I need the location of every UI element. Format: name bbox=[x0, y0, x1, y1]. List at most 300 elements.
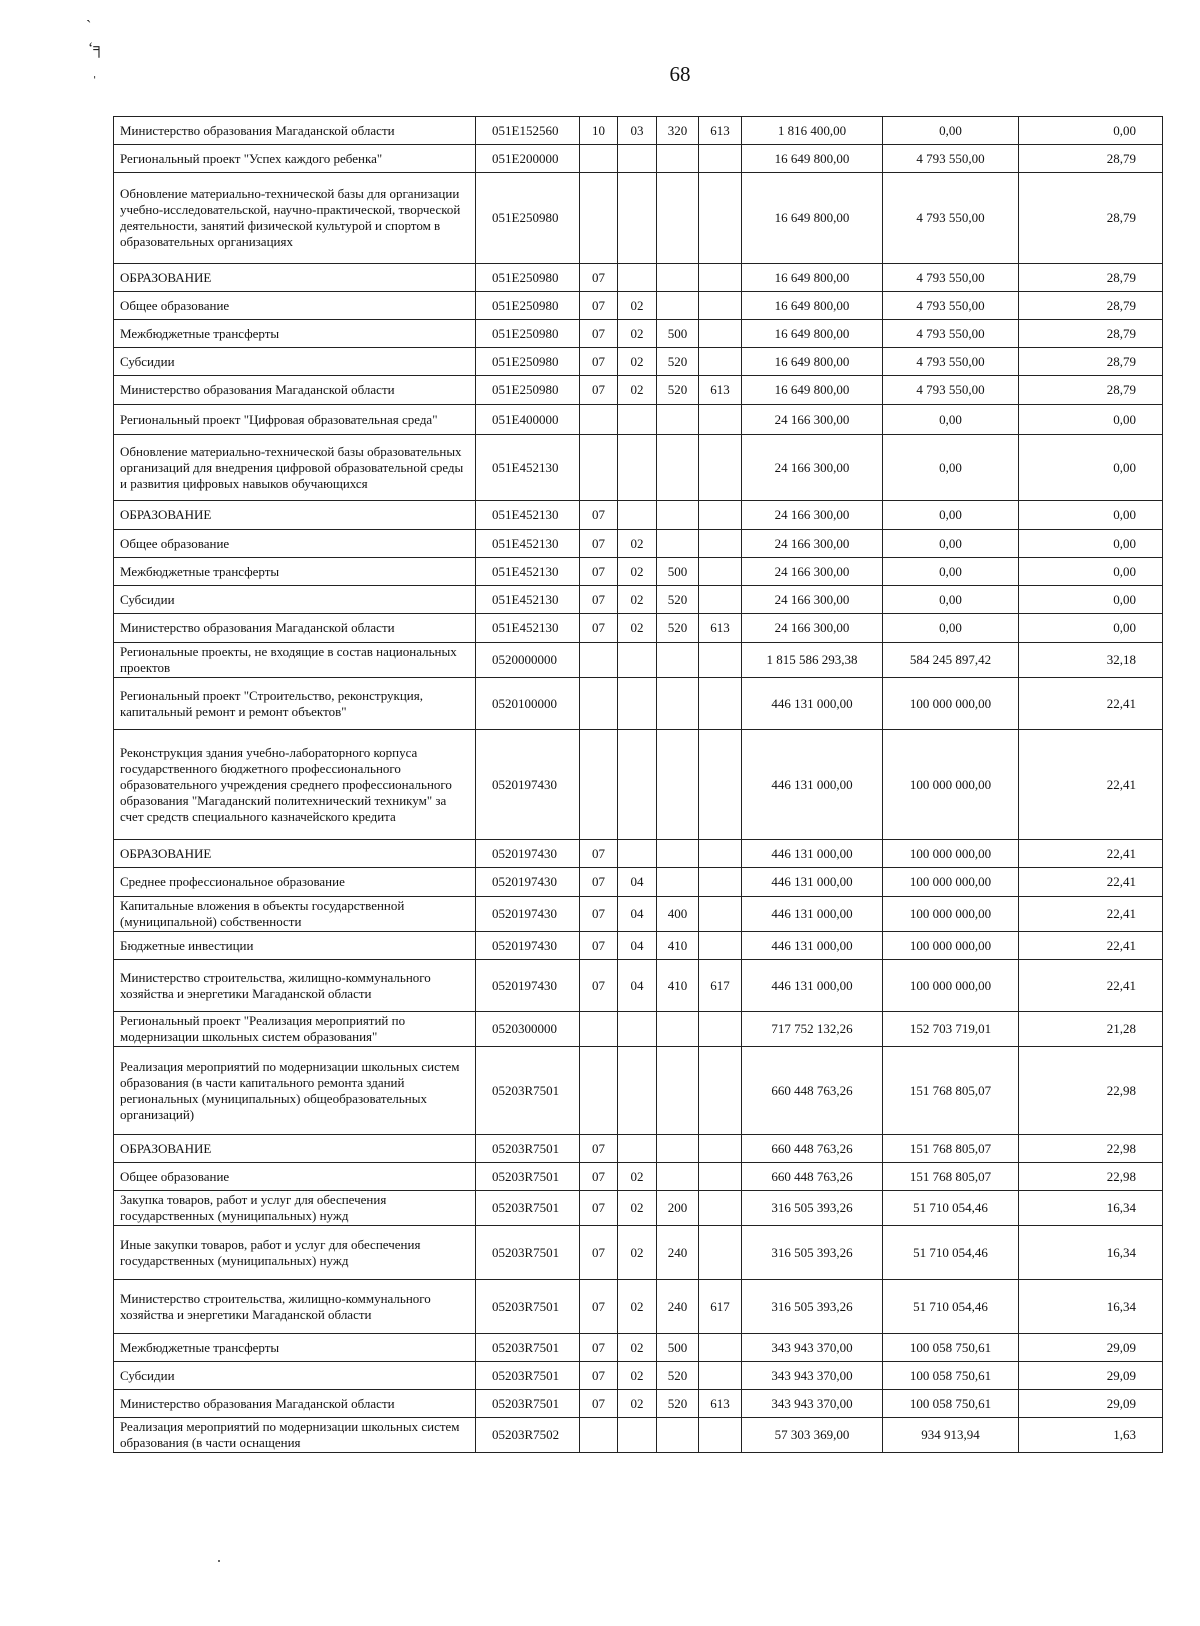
expense-type-cell: 240 bbox=[657, 1280, 699, 1334]
table-row bbox=[114, 1362, 1163, 1390]
administrator-code-cell bbox=[699, 501, 742, 530]
execution-percent-cell: 0,00 bbox=[1019, 614, 1163, 643]
planned-amount-cell: 446 131 000,00 bbox=[742, 960, 883, 1012]
actual-amount-cell: 4 793 550,00 bbox=[883, 320, 1019, 348]
expense-type-cell: 520 bbox=[657, 1390, 699, 1418]
table-row bbox=[114, 117, 1163, 145]
row-name-cell: Реконструкция здания учебно-лабораторного корпуса государственного бюджетного профессионального образовательного учреждения среднего профессионального образования "Магаданский политехнический техникум" за счет средств специального казначейского кредита bbox=[114, 730, 476, 840]
target-code-cell: 051E452130 bbox=[476, 435, 580, 501]
planned-amount-cell: 24 166 300,00 bbox=[742, 558, 883, 586]
planned-amount-cell: 316 505 393,26 bbox=[742, 1226, 883, 1280]
table-row bbox=[114, 932, 1163, 960]
execution-percent-cell: 22,41 bbox=[1019, 730, 1163, 840]
table-row bbox=[114, 1163, 1163, 1191]
target-code-cell: 051E250980 bbox=[476, 292, 580, 320]
expense-type-cell bbox=[657, 292, 699, 320]
section-code-cell: 07 bbox=[580, 932, 618, 960]
planned-amount-cell: 16 649 800,00 bbox=[742, 376, 883, 405]
actual-amount-cell: 100 000 000,00 bbox=[883, 960, 1019, 1012]
table-body bbox=[114, 117, 1163, 1453]
subsection-code-cell: 02 bbox=[618, 558, 657, 586]
expense-type-cell: 320 bbox=[657, 117, 699, 145]
target-code-cell: 051E250980 bbox=[476, 320, 580, 348]
table-row bbox=[114, 960, 1163, 1012]
table-row bbox=[114, 1135, 1163, 1163]
administrator-code-cell bbox=[699, 730, 742, 840]
subsection-code-cell: 02 bbox=[618, 1334, 657, 1362]
row-name-cell: Межбюджетные трансферты bbox=[114, 558, 476, 586]
planned-amount-cell: 16 649 800,00 bbox=[742, 173, 883, 264]
administrator-code-cell bbox=[699, 586, 742, 614]
expense-type-cell: 410 bbox=[657, 932, 699, 960]
actual-amount-cell: 0,00 bbox=[883, 501, 1019, 530]
subsection-code-cell bbox=[618, 435, 657, 501]
expense-type-cell: 500 bbox=[657, 558, 699, 586]
execution-percent-cell: 22,98 bbox=[1019, 1135, 1163, 1163]
table-row bbox=[114, 868, 1163, 897]
planned-amount-cell: 24 166 300,00 bbox=[742, 586, 883, 614]
row-name-cell: ОБРАЗОВАНИЕ bbox=[114, 1135, 476, 1163]
section-code-cell: 07 bbox=[580, 348, 618, 376]
target-code-cell: 05203R7501 bbox=[476, 1334, 580, 1362]
planned-amount-cell: 24 166 300,00 bbox=[742, 530, 883, 558]
execution-percent-cell: 0,00 bbox=[1019, 586, 1163, 614]
target-code-cell: 051E200000 bbox=[476, 145, 580, 173]
actual-amount-cell: 100 000 000,00 bbox=[883, 730, 1019, 840]
subsection-code-cell bbox=[618, 1418, 657, 1453]
actual-amount-cell: 151 768 805,07 bbox=[883, 1135, 1019, 1163]
section-code-cell: 07 bbox=[580, 1135, 618, 1163]
section-code-cell: 07 bbox=[580, 1226, 618, 1280]
execution-percent-cell: 22,98 bbox=[1019, 1163, 1163, 1191]
expense-type-cell: 520 bbox=[657, 348, 699, 376]
planned-amount-cell: 446 131 000,00 bbox=[742, 730, 883, 840]
execution-percent-cell: 22,41 bbox=[1019, 897, 1163, 932]
table-row bbox=[114, 1191, 1163, 1226]
execution-percent-cell: 22,41 bbox=[1019, 932, 1163, 960]
execution-percent-cell: 0,00 bbox=[1019, 405, 1163, 435]
section-code-cell bbox=[580, 1418, 618, 1453]
actual-amount-cell: 0,00 bbox=[883, 117, 1019, 145]
actual-amount-cell: 51 710 054,46 bbox=[883, 1226, 1019, 1280]
table-row bbox=[114, 897, 1163, 932]
administrator-code-cell bbox=[699, 897, 742, 932]
administrator-code-cell: 617 bbox=[699, 1280, 742, 1334]
row-name-cell: Региональные проекты, не входящие в состав национальных проектов bbox=[114, 643, 476, 678]
row-name-cell: Реализация мероприятий по модернизации школьных систем образования (в части капитального ремонта зданий региональных (муниципальных) общеобразовательных организаций) bbox=[114, 1047, 476, 1135]
subsection-code-cell: 02 bbox=[618, 586, 657, 614]
execution-percent-cell: 22,41 bbox=[1019, 868, 1163, 897]
planned-amount-cell: 343 943 370,00 bbox=[742, 1390, 883, 1418]
row-name-cell: Общее образование bbox=[114, 292, 476, 320]
target-code-cell: 05203R7501 bbox=[476, 1226, 580, 1280]
section-code-cell bbox=[580, 1012, 618, 1047]
administrator-code-cell bbox=[699, 1163, 742, 1191]
row-name-cell: Межбюджетные трансферты bbox=[114, 320, 476, 348]
administrator-code-cell bbox=[699, 1334, 742, 1362]
planned-amount-cell: 24 166 300,00 bbox=[742, 405, 883, 435]
actual-amount-cell: 0,00 bbox=[883, 586, 1019, 614]
planned-amount-cell: 16 649 800,00 bbox=[742, 292, 883, 320]
section-code-cell bbox=[580, 643, 618, 678]
row-name-cell: Бюджетные инвестиции bbox=[114, 932, 476, 960]
administrator-code-cell: 613 bbox=[699, 376, 742, 405]
row-name-cell: Региональный проект "Реализация мероприятий по модернизации школьных систем образования" bbox=[114, 1012, 476, 1047]
subsection-code-cell bbox=[618, 1135, 657, 1163]
table-row bbox=[114, 405, 1163, 435]
table-row bbox=[114, 145, 1163, 173]
actual-amount-cell: 151 768 805,07 bbox=[883, 1163, 1019, 1191]
actual-amount-cell: 51 710 054,46 bbox=[883, 1280, 1019, 1334]
expense-type-cell bbox=[657, 1047, 699, 1135]
execution-percent-cell: 22,41 bbox=[1019, 678, 1163, 730]
planned-amount-cell: 16 649 800,00 bbox=[742, 264, 883, 292]
table-row bbox=[114, 376, 1163, 405]
target-code-cell: 051E452130 bbox=[476, 501, 580, 530]
execution-percent-cell: 16,34 bbox=[1019, 1191, 1163, 1226]
subsection-code-cell bbox=[618, 730, 657, 840]
execution-percent-cell: 28,79 bbox=[1019, 264, 1163, 292]
expense-type-cell bbox=[657, 405, 699, 435]
actual-amount-cell: 4 793 550,00 bbox=[883, 173, 1019, 264]
administrator-code-cell bbox=[699, 264, 742, 292]
subsection-code-cell: 04 bbox=[618, 932, 657, 960]
subsection-code-cell: 02 bbox=[618, 1280, 657, 1334]
section-code-cell: 10 bbox=[580, 117, 618, 145]
table-row bbox=[114, 173, 1163, 264]
target-code-cell: 0520197430 bbox=[476, 932, 580, 960]
planned-amount-cell: 446 131 000,00 bbox=[742, 932, 883, 960]
table-row bbox=[114, 501, 1163, 530]
planned-amount-cell: 24 166 300,00 bbox=[742, 435, 883, 501]
section-code-cell: 07 bbox=[580, 376, 618, 405]
administrator-code-cell bbox=[699, 1047, 742, 1135]
subsection-code-cell bbox=[618, 643, 657, 678]
planned-amount-cell: 24 166 300,00 bbox=[742, 501, 883, 530]
row-name-cell: Обновление материально-технической базы образовательных организаций для внедрения цифровой образовательной среды и развития цифровых навыков обучающихся bbox=[114, 435, 476, 501]
target-code-cell: 051E452130 bbox=[476, 558, 580, 586]
subsection-code-cell bbox=[618, 1012, 657, 1047]
actual-amount-cell: 100 058 750,61 bbox=[883, 1362, 1019, 1390]
administrator-code-cell bbox=[699, 868, 742, 897]
target-code-cell: 0520000000 bbox=[476, 643, 580, 678]
row-name-cell: Министерство образования Магаданской области bbox=[114, 117, 476, 145]
target-code-cell: 05203R7501 bbox=[476, 1163, 580, 1191]
subsection-code-cell: 02 bbox=[618, 530, 657, 558]
execution-percent-cell: 28,79 bbox=[1019, 348, 1163, 376]
table-row bbox=[114, 840, 1163, 868]
administrator-code-cell bbox=[699, 1012, 742, 1047]
section-code-cell: 07 bbox=[580, 960, 618, 1012]
administrator-code-cell: 613 bbox=[699, 117, 742, 145]
target-code-cell: 0520100000 bbox=[476, 678, 580, 730]
target-code-cell: 051E400000 bbox=[476, 405, 580, 435]
execution-percent-cell: 0,00 bbox=[1019, 530, 1163, 558]
actual-amount-cell: 100 058 750,61 bbox=[883, 1334, 1019, 1362]
subsection-code-cell bbox=[618, 840, 657, 868]
execution-percent-cell: 28,79 bbox=[1019, 320, 1163, 348]
table-row bbox=[114, 1226, 1163, 1280]
administrator-code-cell bbox=[699, 558, 742, 586]
expense-type-cell: 200 bbox=[657, 1191, 699, 1226]
execution-percent-cell: 29,09 bbox=[1019, 1390, 1163, 1418]
table-row bbox=[114, 614, 1163, 643]
planned-amount-cell: 446 131 000,00 bbox=[742, 897, 883, 932]
expense-type-cell bbox=[657, 264, 699, 292]
administrator-code-cell bbox=[699, 932, 742, 960]
section-code-cell bbox=[580, 405, 618, 435]
actual-amount-cell: 100 000 000,00 bbox=[883, 932, 1019, 960]
actual-amount-cell: 100 000 000,00 bbox=[883, 678, 1019, 730]
row-name-cell: Межбюджетные трансферты bbox=[114, 1334, 476, 1362]
expense-type-cell: 520 bbox=[657, 614, 699, 643]
table-row bbox=[114, 1280, 1163, 1334]
row-name-cell: Капитальные вложения в объекты государственной (муниципальной) собственности bbox=[114, 897, 476, 932]
subsection-code-cell: 02 bbox=[618, 1191, 657, 1226]
expense-type-cell bbox=[657, 840, 699, 868]
section-code-cell: 07 bbox=[580, 292, 618, 320]
table-row bbox=[114, 292, 1163, 320]
administrator-code-cell bbox=[699, 1418, 742, 1453]
planned-amount-cell: 446 131 000,00 bbox=[742, 840, 883, 868]
section-code-cell: 07 bbox=[580, 264, 618, 292]
administrator-code-cell bbox=[699, 530, 742, 558]
execution-percent-cell: 0,00 bbox=[1019, 117, 1163, 145]
execution-percent-cell: 21,28 bbox=[1019, 1012, 1163, 1047]
section-code-cell bbox=[580, 1047, 618, 1135]
expense-type-cell: 500 bbox=[657, 1334, 699, 1362]
planned-amount-cell: 316 505 393,26 bbox=[742, 1280, 883, 1334]
row-name-cell: Министерство строительства, жилищно-коммунального хозяйства и энергетики Магаданской области bbox=[114, 960, 476, 1012]
row-name-cell: Субсидии bbox=[114, 586, 476, 614]
section-code-cell: 07 bbox=[580, 1280, 618, 1334]
section-code-cell: 07 bbox=[580, 1334, 618, 1362]
table-row bbox=[114, 1390, 1163, 1418]
administrator-code-cell bbox=[699, 320, 742, 348]
expense-type-cell bbox=[657, 435, 699, 501]
subsection-code-cell: 02 bbox=[618, 348, 657, 376]
target-code-cell: 0520197430 bbox=[476, 868, 580, 897]
target-code-cell: 05203R7501 bbox=[476, 1047, 580, 1135]
expense-type-cell bbox=[657, 173, 699, 264]
row-name-cell: Субсидии bbox=[114, 1362, 476, 1390]
section-code-cell: 07 bbox=[580, 1163, 618, 1191]
actual-amount-cell: 100 000 000,00 bbox=[883, 868, 1019, 897]
expense-type-cell bbox=[657, 530, 699, 558]
row-name-cell: ОБРАЗОВАНИЕ bbox=[114, 264, 476, 292]
expense-type-cell: 400 bbox=[657, 897, 699, 932]
actual-amount-cell: 0,00 bbox=[883, 530, 1019, 558]
execution-percent-cell: 0,00 bbox=[1019, 558, 1163, 586]
administrator-code-cell bbox=[699, 840, 742, 868]
planned-amount-cell: 660 448 763,26 bbox=[742, 1163, 883, 1191]
execution-percent-cell: 0,00 bbox=[1019, 501, 1163, 530]
target-code-cell: 051E250980 bbox=[476, 376, 580, 405]
expense-type-cell: 500 bbox=[657, 320, 699, 348]
planned-amount-cell: 717 752 132,26 bbox=[742, 1012, 883, 1047]
table-row bbox=[114, 264, 1163, 292]
row-name-cell: Министерство строительства, жилищно-коммунального хозяйства и энергетики Магаданской области bbox=[114, 1280, 476, 1334]
row-name-cell: Обновление материально-технической базы для организации учебно-исследовательской, научно-практической, творческой деятельности, занятий физической культурой и спортом в образовательных организациях bbox=[114, 173, 476, 264]
planned-amount-cell: 16 649 800,00 bbox=[742, 320, 883, 348]
section-code-cell: 07 bbox=[580, 586, 618, 614]
subsection-code-cell bbox=[618, 1047, 657, 1135]
execution-percent-cell: 16,34 bbox=[1019, 1226, 1163, 1280]
section-code-cell: 07 bbox=[580, 897, 618, 932]
target-code-cell: 051E452130 bbox=[476, 530, 580, 558]
table-row bbox=[114, 678, 1163, 730]
section-code-cell: 07 bbox=[580, 501, 618, 530]
section-code-cell: 07 bbox=[580, 558, 618, 586]
table-row bbox=[114, 530, 1163, 558]
subsection-code-cell bbox=[618, 145, 657, 173]
target-code-cell: 051E452130 bbox=[476, 586, 580, 614]
planned-amount-cell: 57 303 369,00 bbox=[742, 1418, 883, 1453]
target-code-cell: 0520197430 bbox=[476, 730, 580, 840]
row-name-cell: ОБРАЗОВАНИЕ bbox=[114, 501, 476, 530]
subsection-code-cell: 02 bbox=[618, 376, 657, 405]
row-name-cell: ОБРАЗОВАНИЕ bbox=[114, 840, 476, 868]
expense-type-cell bbox=[657, 643, 699, 678]
expense-type-cell bbox=[657, 1135, 699, 1163]
subsection-code-cell bbox=[618, 405, 657, 435]
administrator-code-cell bbox=[699, 1135, 742, 1163]
actual-amount-cell: 4 793 550,00 bbox=[883, 376, 1019, 405]
row-name-cell: Министерство образования Магаданской области bbox=[114, 376, 476, 405]
subsection-code-cell: 02 bbox=[618, 1226, 657, 1280]
planned-amount-cell: 16 649 800,00 bbox=[742, 145, 883, 173]
row-name-cell: Среднее профессиональное образование bbox=[114, 868, 476, 897]
subsection-code-cell bbox=[618, 264, 657, 292]
execution-percent-cell: 22,98 bbox=[1019, 1047, 1163, 1135]
section-code-cell: 07 bbox=[580, 1362, 618, 1390]
execution-percent-cell: 29,09 bbox=[1019, 1362, 1163, 1390]
budget-table bbox=[113, 116, 1163, 1453]
administrator-code-cell: 617 bbox=[699, 960, 742, 1012]
administrator-code-cell bbox=[699, 145, 742, 173]
table-row bbox=[114, 1418, 1163, 1453]
row-name-cell: Общее образование bbox=[114, 1163, 476, 1191]
target-code-cell: 05203R7502 bbox=[476, 1418, 580, 1453]
row-name-cell: Региональный проект "Успех каждого ребенка" bbox=[114, 145, 476, 173]
expense-type-cell: 520 bbox=[657, 586, 699, 614]
expense-type-cell bbox=[657, 1163, 699, 1191]
subsection-code-cell: 04 bbox=[618, 897, 657, 932]
execution-percent-cell: 28,79 bbox=[1019, 145, 1163, 173]
actual-amount-cell: 4 793 550,00 bbox=[883, 264, 1019, 292]
expense-type-cell: 240 bbox=[657, 1226, 699, 1280]
target-code-cell: 05203R7501 bbox=[476, 1280, 580, 1334]
actual-amount-cell: 4 793 550,00 bbox=[883, 292, 1019, 320]
target-code-cell: 05203R7501 bbox=[476, 1135, 580, 1163]
administrator-code-cell bbox=[699, 1226, 742, 1280]
expense-type-cell bbox=[657, 1012, 699, 1047]
row-name-cell: Общее образование bbox=[114, 530, 476, 558]
target-code-cell: 051E452130 bbox=[476, 614, 580, 643]
section-code-cell: 07 bbox=[580, 614, 618, 643]
target-code-cell: 05203R7501 bbox=[476, 1390, 580, 1418]
section-code-cell: 07 bbox=[580, 1390, 618, 1418]
planned-amount-cell: 446 131 000,00 bbox=[742, 868, 883, 897]
table-row bbox=[114, 1334, 1163, 1362]
actual-amount-cell: 100 000 000,00 bbox=[883, 840, 1019, 868]
target-code-cell: 051E250980 bbox=[476, 348, 580, 376]
administrator-code-cell bbox=[699, 1191, 742, 1226]
execution-percent-cell: 32,18 bbox=[1019, 643, 1163, 678]
table-row bbox=[114, 348, 1163, 376]
execution-percent-cell: 22,41 bbox=[1019, 960, 1163, 1012]
scan-artifact-top: ` bbox=[86, 18, 92, 35]
section-code-cell: 07 bbox=[580, 530, 618, 558]
section-code-cell bbox=[580, 145, 618, 173]
expense-type-cell bbox=[657, 868, 699, 897]
execution-percent-cell: 1,63 bbox=[1019, 1418, 1163, 1453]
table-row bbox=[114, 320, 1163, 348]
actual-amount-cell: 934 913,94 bbox=[883, 1418, 1019, 1453]
subsection-code-cell: 04 bbox=[618, 960, 657, 1012]
row-name-cell: Министерство образования Магаданской области bbox=[114, 614, 476, 643]
table-row bbox=[114, 586, 1163, 614]
execution-percent-cell: 16,34 bbox=[1019, 1280, 1163, 1334]
expense-type-cell: 520 bbox=[657, 1362, 699, 1390]
execution-percent-cell: 28,79 bbox=[1019, 173, 1163, 264]
target-code-cell: 0520197430 bbox=[476, 897, 580, 932]
table-row bbox=[114, 730, 1163, 840]
row-name-cell: Реализация мероприятий по модернизации школьных систем образования (в части оснащения bbox=[114, 1418, 476, 1453]
administrator-code-cell bbox=[699, 1362, 742, 1390]
execution-percent-cell: 22,41 bbox=[1019, 840, 1163, 868]
target-code-cell: 0520197430 bbox=[476, 960, 580, 1012]
scan-dot bbox=[218, 1560, 220, 1562]
execution-percent-cell: 28,79 bbox=[1019, 376, 1163, 405]
administrator-code-cell bbox=[699, 678, 742, 730]
subsection-code-cell: 02 bbox=[618, 1362, 657, 1390]
target-code-cell: 0520300000 bbox=[476, 1012, 580, 1047]
target-code-cell: 0520197430 bbox=[476, 840, 580, 868]
actual-amount-cell: 151 768 805,07 bbox=[883, 1047, 1019, 1135]
subsection-code-cell: 02 bbox=[618, 614, 657, 643]
section-code-cell: 07 bbox=[580, 1191, 618, 1226]
table-row bbox=[114, 558, 1163, 586]
target-code-cell: 051E250980 bbox=[476, 264, 580, 292]
section-code-cell: 07 bbox=[580, 320, 618, 348]
planned-amount-cell: 343 943 370,00 bbox=[742, 1334, 883, 1362]
subsection-code-cell: 03 bbox=[618, 117, 657, 145]
actual-amount-cell: 152 703 719,01 bbox=[883, 1012, 1019, 1047]
table-row bbox=[114, 1047, 1163, 1135]
planned-amount-cell: 1 815 586 293,38 bbox=[742, 643, 883, 678]
subsection-code-cell bbox=[618, 173, 657, 264]
section-code-cell bbox=[580, 730, 618, 840]
actual-amount-cell: 100 000 000,00 bbox=[883, 897, 1019, 932]
actual-amount-cell: 0,00 bbox=[883, 558, 1019, 586]
administrator-code-cell bbox=[699, 348, 742, 376]
expense-type-cell: 520 bbox=[657, 376, 699, 405]
expense-type-cell bbox=[657, 145, 699, 173]
subsection-code-cell bbox=[618, 501, 657, 530]
administrator-code-cell bbox=[699, 643, 742, 678]
section-code-cell: 07 bbox=[580, 868, 618, 897]
administrator-code-cell: 613 bbox=[699, 1390, 742, 1418]
execution-percent-cell: 28,79 bbox=[1019, 292, 1163, 320]
row-name-cell: Субсидии bbox=[114, 348, 476, 376]
subsection-code-cell: 02 bbox=[618, 320, 657, 348]
actual-amount-cell: 584 245 897,42 bbox=[883, 643, 1019, 678]
administrator-code-cell bbox=[699, 405, 742, 435]
expense-type-cell bbox=[657, 678, 699, 730]
actual-amount-cell: 0,00 bbox=[883, 405, 1019, 435]
planned-amount-cell: 1 816 400,00 bbox=[742, 117, 883, 145]
